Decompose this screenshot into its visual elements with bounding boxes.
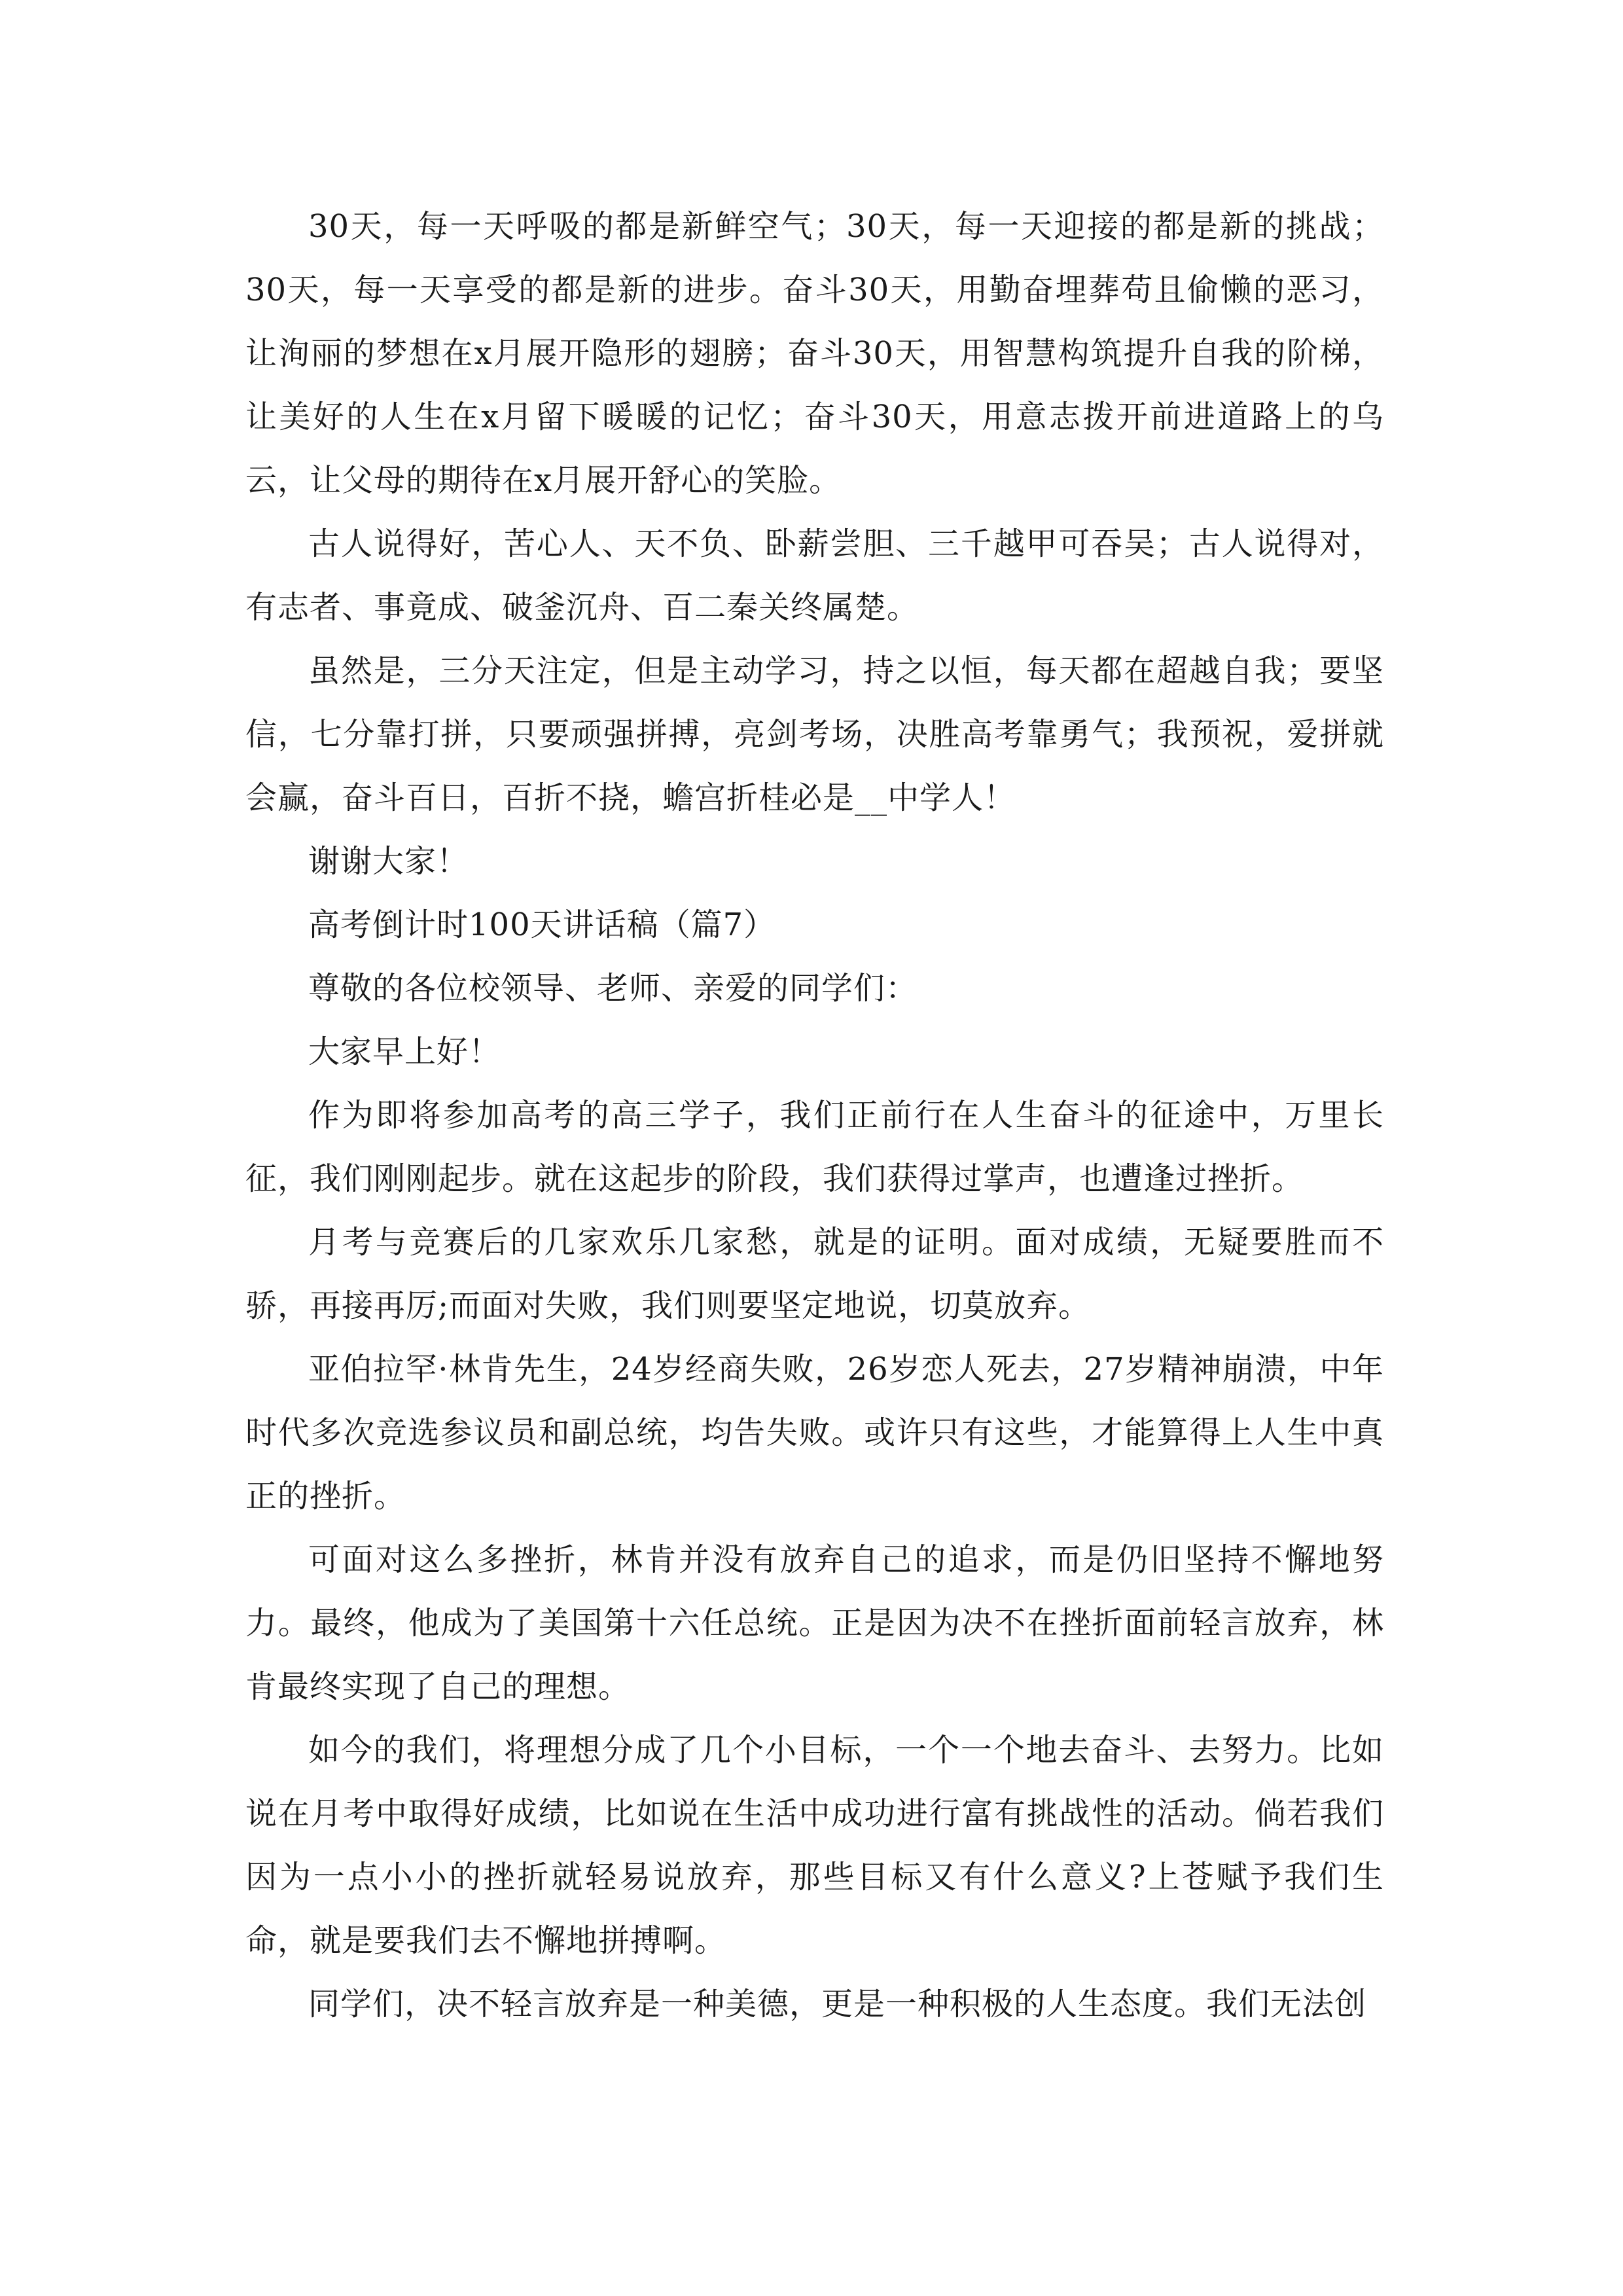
salutation: 尊敬的各位校领导、老师、亲爱的同学们： xyxy=(308,970,918,1007)
section-title: 高考倒计时100天讲话稿（篇7） xyxy=(308,906,776,943)
document-body xyxy=(245,195,1384,2036)
paragraph: 谢谢大家！ xyxy=(308,843,469,880)
paragraph: 虽然是，三分天注定，但是主动学习，持之以恒，每天都在超越自我；要坚信，七分靠打拼，只要顽强拼搏，亮剑考场，决胜高考靠勇气；我预祝，爱拼就会赢，奋斗百日，百折不挠，蟾宫折桂必是__中学人！ xyxy=(245,653,1384,816)
paragraph: 亚伯拉罕·林肯先生，24岁经商失败，26岁恋人死去，27岁精神崩溃，中年时代多次竞选参议员和副总统，均告失败。或许只有这些，才能算得上人生中真正的挫折。 xyxy=(245,1351,1384,1515)
paragraph: 30天，每一天呼吸的都是新鲜空气；30天，每一天迎接的都是新的挑战；30天，每一天享受的都是新的进步。奋斗30天，用勤奋埋葬苟且偷懒的恶习，让洵丽的梦想在x月展开隐形的翅膀；奋斗30天，用智慧构筑提升自我的阶梯，让美好的人生在x月留下暖暖的记忆；奋斗30天，用意志拨开前进道路上的乌云，让父母的期待在x月展开舒心的笑脸。 xyxy=(245,208,1384,499)
greeting: 大家早上好！ xyxy=(308,1033,501,1070)
paragraph: 古人说得好，苦心人、天不负、卧薪尝胆、三千越甲可吞吴；古人说得对，有志者、事竟成、破釜沉舟、百二秦关终属楚。 xyxy=(245,526,1384,626)
paragraph: 可面对这么多挫折，林肯并没有放弃自己的追求，而是仍旧坚持不懈地努力。最终，他成为了美国第十六任总统。正是因为决不在挫折面前轻言放弃，林肯最终实现了自己的理想。 xyxy=(245,1541,1384,1705)
paragraph: 同学们，决不轻言放弃是一种美德，更是一种积极的人生态度。我们无法创 xyxy=(308,1986,1367,2022)
paragraph: 如今的我们，将理想分成了几个小目标，一个一个地去奋斗、去努力。比如说在月考中取得好成绩，比如说在生活中成功进行富有挑战性的活动。倘若我们因为一点小小的挫折就轻易说放弃，那些目标又有什么意义?上苍赋予我们生命，就是要我们去不懈地拼搏啊。 xyxy=(245,1732,1384,1959)
paragraph: 月考与竞赛后的几家欢乐几家愁，就是的证明。面对成绩，无疑要胜而不骄，再接再厉;而面对失败，我们则要坚定地说，切莫放弃。 xyxy=(245,1224,1384,1324)
paragraph: 作为即将参加高考的高三学子，我们正前行在人生奋斗的征途中，万里长征，我们刚刚起步。就在这起步的阶段，我们获得过掌声，也遭逢过挫折。 xyxy=(245,1097,1384,1197)
